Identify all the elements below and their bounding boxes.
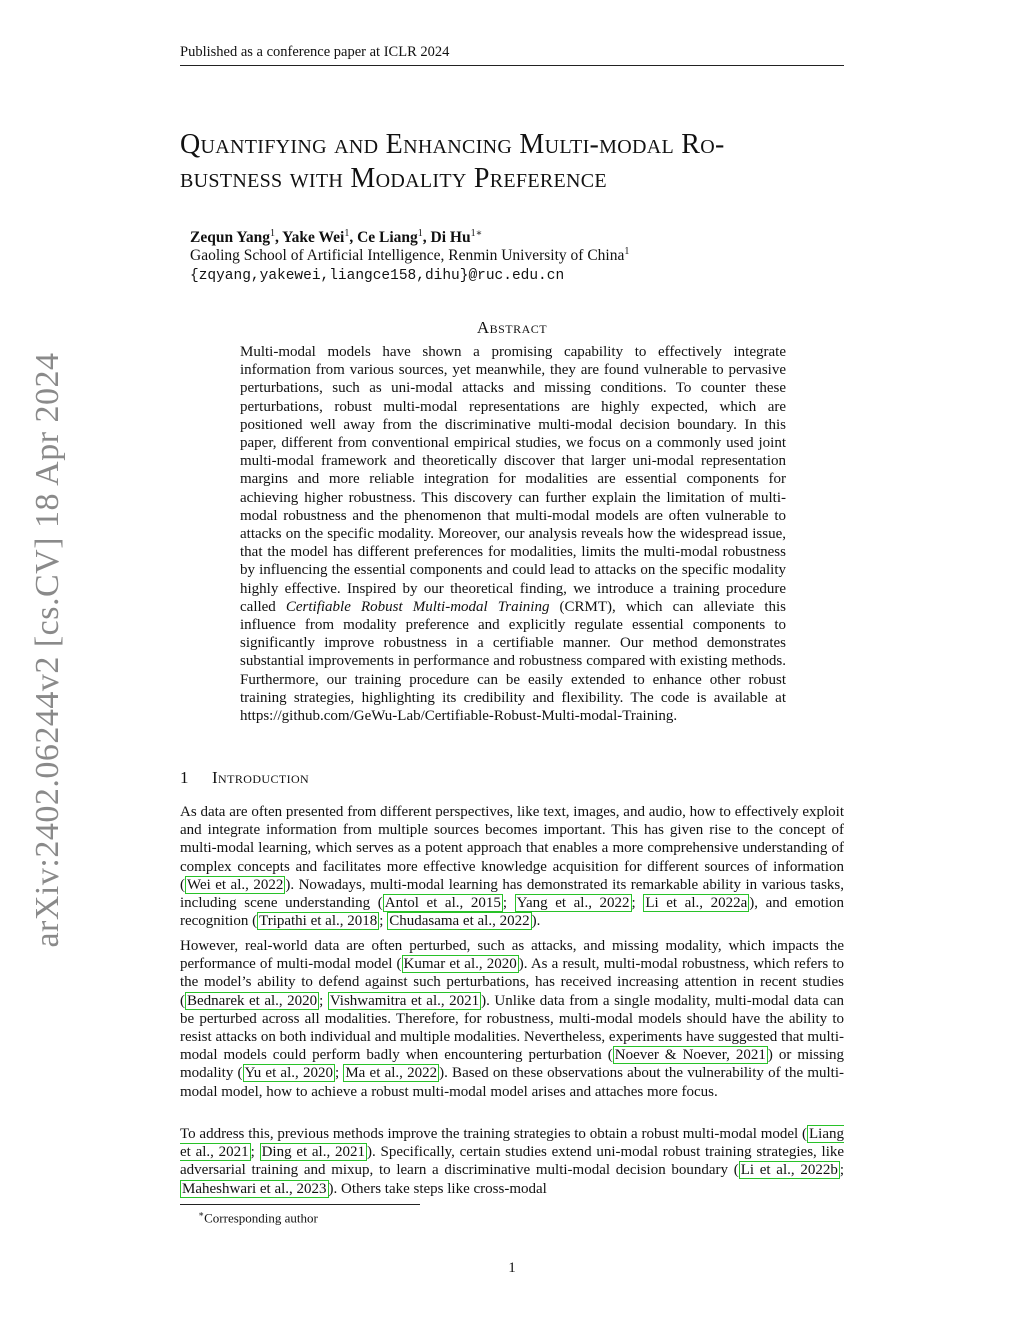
body-text: ; (250, 1144, 260, 1161)
body-text: ; (631, 895, 644, 912)
author-name: Zequn Yang (190, 229, 270, 247)
title-line-2: bustness with Modality Preference (180, 163, 607, 194)
email-mono: {zqyang,yakewei,liangce158,dihu}@ruc.edu.cn (190, 268, 565, 284)
section-number: 1 (180, 768, 189, 787)
citation-link[interactable]: Antol et al., 2015 (384, 895, 501, 912)
abstract-text-2: (CRMT), which can alleviate this influence from modality preference and explicitly regulate essential components to significantly improve robustness in a certifiable manner. Our method demonstrates substantial improvements in performance and robustness compared with existing methods. Furthermore, our training procedure can be easily extended to enhance other robust training strategies, highlighting its credibility and flexibility. The code is available at https://github.com/GeWu-Lab/Certifiable-Robust-Multi-modal-Training. (240, 598, 787, 725)
header-rule (180, 65, 844, 66)
author-separator: , (274, 229, 283, 247)
body-text: ; (379, 913, 388, 930)
paragraph-text (180, 937, 844, 1101)
footnote (198, 1209, 318, 1226)
abstract-paragraph (240, 343, 786, 725)
intro-paragraph-2 (180, 937, 844, 1101)
paragraph-text (180, 1125, 844, 1198)
body-text: However, real-world data are often perturbed, such as attacks, and missing modality, which impacts the performance of multi-modal model ( (180, 938, 844, 973)
intro-paragraph-1 (180, 803, 844, 930)
body-text: ). Nowadays, multi-modal learning has demonstrated its remarkable ability in various tasks, including scene understanding ( (180, 876, 845, 912)
citation-link[interactable]: Li et al., 2022b (740, 1162, 838, 1179)
author-separator: , (349, 229, 358, 247)
page-number: 1 (508, 1260, 516, 1276)
citation-link[interactable]: Yang et al., 2022 (516, 895, 630, 912)
citation-link[interactable]: Ma et al., 2022 (345, 1065, 438, 1082)
author-mark: 1 (417, 228, 423, 239)
affiliation-text: Gaoling School of Artificial Intelligence, Renmin University of China (190, 247, 625, 265)
body-text: ; (502, 895, 515, 912)
intro-paragraph-3 (180, 1125, 844, 1198)
body-text: To address this, previous methods improve the training strategies to obtain a robust multi-modal model ( (180, 1126, 807, 1142)
citation-link[interactable]: Ding et al., 2021 (261, 1144, 365, 1161)
author-emails (190, 266, 564, 284)
body-text: ). Others take steps like cross-modal (328, 1180, 547, 1197)
paper-title (180, 128, 860, 196)
abstract-method-name: Certifiable Robust Multi-modal Training (285, 598, 550, 615)
body-text: As data are often presented from different perspectives, like text, images, and audio, how to effectively exploit and integrate information from multiple sources becomes important. This has given rise to the concept of multi-modal learning, which serves as a potent approach that enables a more comprehensive understanding of complex concepts and facilitates more effective knowledge acquisition for different sources of information ( (180, 804, 844, 893)
citation-link[interactable]: Maheshwari et al., 2023 (182, 1180, 327, 1197)
footnote-text: Corresponding author (204, 1210, 318, 1226)
author-mark: 1 (344, 228, 350, 239)
citation-link[interactable]: Li et al., 2022a (645, 895, 748, 912)
abstract-body (240, 343, 786, 725)
citation-link[interactable]: Wei et al., 2022 (187, 876, 284, 893)
author-separator: , (422, 229, 431, 247)
affiliation-mark: 1 (624, 246, 630, 257)
body-text: ; (334, 1065, 344, 1082)
citation-link[interactable]: Liang et al., 2021 (180, 1126, 844, 1161)
abstract-text-1: Multi-modal models have shown a promising capability to effectively integrate information from various sources, yet meanwhile, they are found vulnerable to pervasive perturbations, such as uni-modal attacks and missing conditions. To counter these perturbations, robust multi-modal representations are highly expected, which are positioned well away from the discriminative multi-modal decision boundary. In this paper, different from conventional empirical studies, we focus on a commonly used joint multi-modal framework and theoretically discover that larger uni-modal representation margins and more reliable integration for modalities are essential components for achieving higher robustness. This discovery can further explain the limitation of multi-modal robustness and the phenomenon that multi-modal models are often vulnerable to attacks on the specific modality. Moreover, our analysis reveals how the widespread issue, that the model has different preferences for modalities, limits the multi-modal robustness by influencing the essential components and could lead to attacks on the specific modality highly effective. Inspired by our theoretical finding, we introduce a training procedure called (240, 344, 786, 615)
body-text: ) or missing modality ( (180, 1047, 845, 1082)
body-text: ; (839, 1162, 844, 1179)
footnote-rule (180, 1204, 420, 1205)
body-text: ). Specifically, certain studies extend uni-modal robust training strategies, like adversarial training and mixup, to learn a discriminative multi-modal decision boundary ( (180, 1144, 845, 1179)
citation-link[interactable]: Chudasama et al., 2022 (389, 913, 530, 930)
body-text: ). (531, 913, 541, 930)
author-mark: 1 (269, 228, 275, 239)
citation-link[interactable]: Noever & Noever, 2021 (614, 1047, 766, 1064)
body-text: ), and emotion recognition ( (180, 895, 845, 930)
section-heading (180, 768, 309, 788)
author-mark: 1∗ (470, 228, 483, 239)
citation-link[interactable]: Tripathi et al., 2018 (259, 913, 378, 930)
body-text: ). Based on these observations about the vulnerability of the multi-modal model, how to achieve a robust multi-modal model arises and attaches more focus. (180, 1065, 844, 1100)
footnote-mark: ∗ (198, 1209, 205, 1219)
citation-link[interactable]: Kumar et al., 2020 (403, 956, 517, 973)
author-name: Yake Wei (282, 229, 345, 247)
paragraph-text (180, 803, 844, 930)
title-line-1: Quantifying and Enhancing Multi-modal Ro- (180, 129, 725, 160)
section-title: Introduction (212, 768, 310, 787)
citation-link[interactable]: Yu et al., 2020 (244, 1065, 333, 1082)
running-head: Published as a conference paper at ICLR 2024 (180, 44, 450, 60)
body-text: ). Unlike data from a single modality, multi-modal data can be perturbed across all modalities. Therefore, for robustness, multi-modal models should have the ability to resist attacks on both individual and multiple modalities. Nevertheless, experiments have suggested that multi-modal models could perform badly when encountering perturbation ( (180, 992, 845, 1064)
arxiv-identifier: arXiv:2402.06244v2 [cs.CV] 18 Apr 2024 (29, 352, 66, 948)
author-list (190, 228, 482, 247)
citation-link[interactable]: Bednarek et al., 2020 (187, 992, 318, 1009)
body-text: ). As a result, multi-modal robustness, which refers to the model’s ability to defend against such perturbations, has received increasing attention in recent studies ( (180, 956, 844, 1009)
citation-link[interactable]: Vishwamitra et al., 2021 (329, 992, 480, 1009)
affiliation (190, 246, 629, 265)
author-name: Di Hu (430, 229, 471, 247)
body-text: ; (319, 992, 328, 1009)
author-name: Ce Liang (357, 229, 418, 247)
abstract-heading: Abstract (476, 318, 548, 337)
